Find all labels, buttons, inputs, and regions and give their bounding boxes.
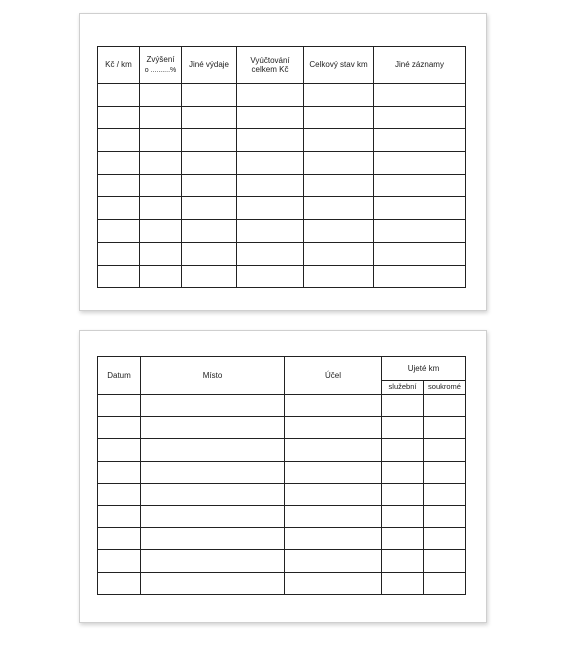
table-cell[interactable]: [182, 265, 237, 288]
table-cell[interactable]: [382, 439, 424, 461]
table-cell[interactable]: [141, 439, 285, 461]
table-cell[interactable]: [237, 242, 304, 265]
table-row: [98, 572, 466, 594]
table-cell[interactable]: [382, 461, 424, 483]
header-other-notes: Jiné záznamy: [374, 47, 466, 84]
table-row: [98, 197, 466, 220]
table-cell[interactable]: [424, 550, 466, 572]
table-cell[interactable]: [304, 265, 374, 288]
table-cell[interactable]: [424, 483, 466, 505]
table-cell[interactable]: [141, 550, 285, 572]
table-row: [98, 242, 466, 265]
table-row: [98, 550, 466, 572]
table-cell[interactable]: [98, 505, 141, 527]
table-row: [98, 505, 466, 527]
table-cell[interactable]: [382, 395, 424, 417]
table-cell[interactable]: [182, 152, 237, 175]
table-cell[interactable]: [98, 528, 141, 550]
table-cell[interactable]: [140, 174, 182, 197]
table-cell[interactable]: [98, 106, 140, 129]
table-cell[interactable]: [374, 265, 466, 288]
header-cost-per-km: Kč / km: [98, 47, 140, 84]
table-cell[interactable]: [182, 242, 237, 265]
table-row: [98, 174, 466, 197]
header-place: Místo: [141, 357, 285, 395]
header-date: Datum: [98, 357, 141, 395]
table-cell[interactable]: [98, 84, 140, 107]
table-cell[interactable]: [374, 152, 466, 175]
table-cell[interactable]: [237, 106, 304, 129]
table-cell[interactable]: [382, 505, 424, 527]
table-cell[interactable]: [304, 152, 374, 175]
table-cell[interactable]: [98, 197, 140, 220]
table-cell[interactable]: [140, 242, 182, 265]
table-cell[interactable]: [424, 395, 466, 417]
table-cell[interactable]: [98, 572, 141, 594]
header-increase-label: Zvýšení: [146, 54, 175, 64]
table-row: [98, 439, 466, 461]
header-increase-percent: o ..........%: [144, 67, 177, 75]
table-cell[interactable]: [424, 461, 466, 483]
table-cell[interactable]: [98, 265, 140, 288]
table-cell[interactable]: [424, 417, 466, 439]
table-row: [98, 84, 466, 107]
table-cell[interactable]: [237, 265, 304, 288]
expenses-table: [97, 46, 466, 288]
table-cell[interactable]: [98, 129, 140, 152]
table-cell[interactable]: [182, 84, 237, 107]
logbook-page-top: [79, 13, 487, 311]
table-cell[interactable]: [304, 197, 374, 220]
table-cell[interactable]: [98, 395, 141, 417]
table-cell[interactable]: [140, 197, 182, 220]
table-row: [98, 395, 466, 417]
table-row: [98, 265, 466, 288]
table-cell[interactable]: [98, 220, 140, 243]
table-cell[interactable]: [141, 395, 285, 417]
subheader-business: služební: [382, 381, 424, 395]
table-cell[interactable]: [98, 439, 141, 461]
table-row: [98, 461, 466, 483]
subheader-private: soukromé: [424, 381, 466, 395]
table-cell[interactable]: [374, 106, 466, 129]
table-cell[interactable]: [382, 483, 424, 505]
table-cell[interactable]: [374, 129, 466, 152]
table-cell[interactable]: [140, 265, 182, 288]
table-cell[interactable]: [374, 84, 466, 107]
header-km-driven: Ujeté km: [382, 357, 466, 381]
table-cell[interactable]: [374, 197, 466, 220]
header-increase: [140, 47, 182, 84]
table-cell[interactable]: [285, 439, 382, 461]
table-cell[interactable]: [304, 84, 374, 107]
table-cell[interactable]: [141, 505, 285, 527]
table-cell[interactable]: [182, 106, 237, 129]
table-cell[interactable]: [182, 129, 237, 152]
table-row: [98, 528, 466, 550]
header-row: [98, 47, 466, 84]
table-cell[interactable]: [237, 152, 304, 175]
table-cell[interactable]: [182, 197, 237, 220]
table-cell[interactable]: [141, 572, 285, 594]
table-row: [98, 129, 466, 152]
logbook-page-bottom: [79, 330, 487, 623]
table-cell[interactable]: [374, 242, 466, 265]
table-cell[interactable]: [285, 572, 382, 594]
table-cell[interactable]: [140, 84, 182, 107]
header-total-km: Celkový stav km: [304, 47, 374, 84]
table-cell[interactable]: [382, 572, 424, 594]
table-cell[interactable]: [237, 129, 304, 152]
table-cell[interactable]: [98, 550, 141, 572]
table-cell[interactable]: [140, 152, 182, 175]
table-cell[interactable]: [98, 152, 140, 175]
table-cell[interactable]: [285, 528, 382, 550]
table-row: [98, 417, 466, 439]
header-row: [98, 357, 466, 381]
table-cell[interactable]: [285, 417, 382, 439]
table-cell[interactable]: [141, 528, 285, 550]
table-cell[interactable]: [98, 174, 140, 197]
table-cell[interactable]: [140, 220, 182, 243]
table-cell[interactable]: [374, 220, 466, 243]
table-cell[interactable]: [382, 417, 424, 439]
expenses-table-body: [98, 84, 466, 288]
table-cell[interactable]: [237, 220, 304, 243]
table-cell[interactable]: [98, 461, 141, 483]
header-purpose: Účel: [285, 357, 382, 395]
table-row: [98, 152, 466, 175]
table-cell[interactable]: [140, 129, 182, 152]
table-cell[interactable]: [285, 550, 382, 572]
table-cell[interactable]: [304, 106, 374, 129]
table-cell[interactable]: [424, 439, 466, 461]
table-cell[interactable]: [237, 197, 304, 220]
table-cell[interactable]: [182, 220, 237, 243]
trips-table-body: [98, 395, 466, 595]
table-cell[interactable]: [424, 505, 466, 527]
trips-table: [97, 356, 466, 595]
table-cell[interactable]: [382, 550, 424, 572]
table-cell[interactable]: [141, 483, 285, 505]
table-cell[interactable]: [141, 417, 285, 439]
table-row: [98, 106, 466, 129]
table-cell[interactable]: [304, 174, 374, 197]
table-cell[interactable]: [374, 174, 466, 197]
table-cell[interactable]: [285, 461, 382, 483]
table-cell[interactable]: [141, 461, 285, 483]
table-cell[interactable]: [285, 395, 382, 417]
table-cell[interactable]: [98, 417, 141, 439]
table-cell[interactable]: [382, 528, 424, 550]
table-cell[interactable]: [304, 242, 374, 265]
table-row: [98, 220, 466, 243]
table-cell[interactable]: [237, 174, 304, 197]
table-cell[interactable]: [424, 528, 466, 550]
table-cell[interactable]: [285, 483, 382, 505]
table-cell[interactable]: [98, 483, 141, 505]
table-cell[interactable]: [424, 572, 466, 594]
table-cell[interactable]: [304, 129, 374, 152]
table-cell[interactable]: [140, 106, 182, 129]
table-cell[interactable]: [285, 505, 382, 527]
table-cell[interactable]: [237, 84, 304, 107]
table-cell[interactable]: [98, 242, 140, 265]
header-other-expenses: Jiné výdaje: [182, 47, 237, 84]
header-total-billing: Vyúčtování celkem Kč: [237, 47, 304, 84]
table-row: [98, 483, 466, 505]
table-cell[interactable]: [182, 174, 237, 197]
table-cell[interactable]: [304, 220, 374, 243]
